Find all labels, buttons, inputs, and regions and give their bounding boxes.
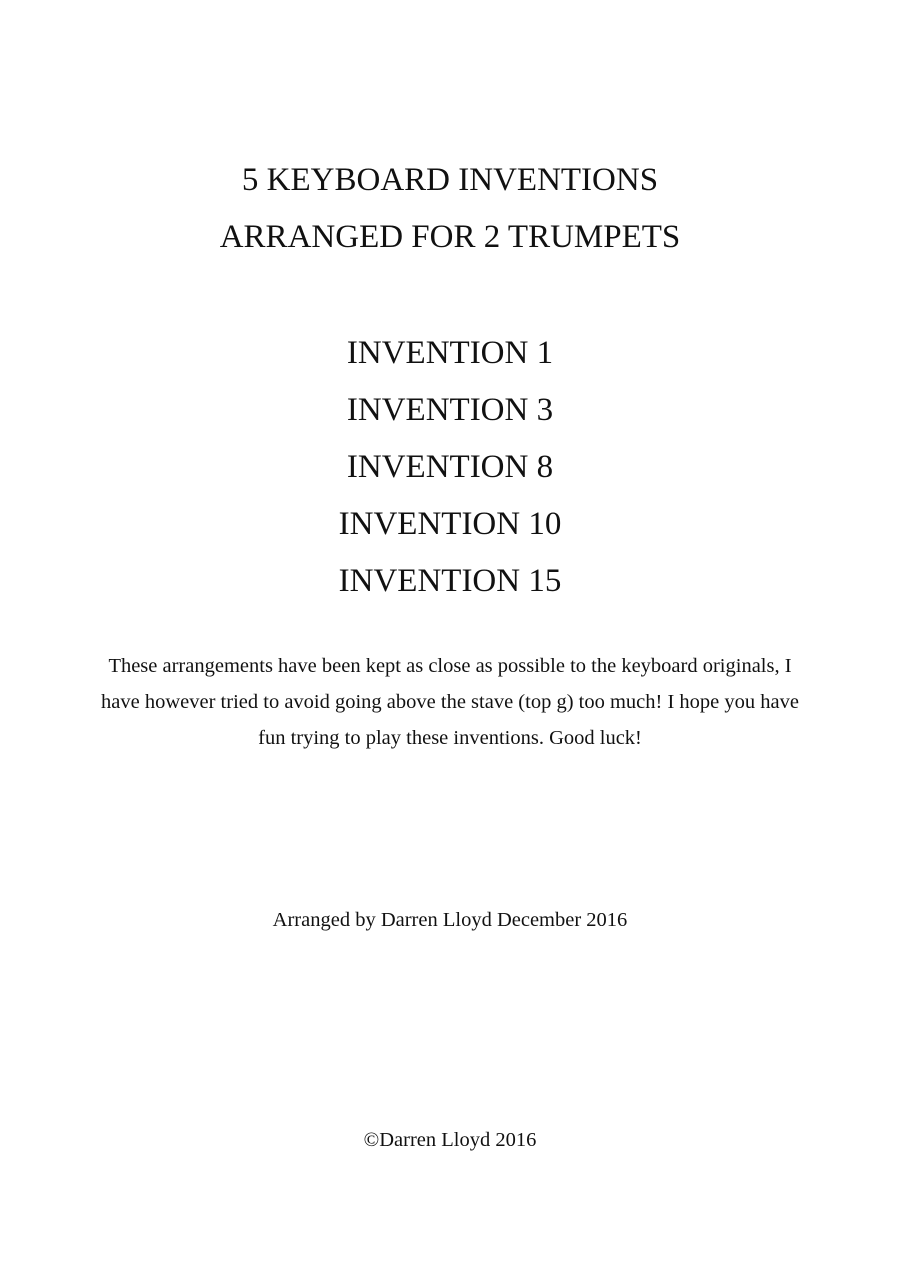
- invention-item: INVENTION 10: [338, 506, 562, 542]
- invention-item: INVENTION 8: [346, 449, 554, 485]
- title-block: [0, 152, 900, 266]
- invention-item: INVENTION 3: [346, 392, 554, 428]
- invention-item: INVENTION 15: [338, 563, 562, 599]
- copyright-notice: ©Darren Lloyd 2016: [363, 1129, 537, 1151]
- arranger-credit: Arranged by Darren Lloyd December 2016: [272, 909, 628, 931]
- title-line-2: ARRANGED FOR 2 TRUMPETS: [219, 219, 681, 255]
- invention-item: INVENTION 1: [346, 335, 554, 371]
- title-line-1: 5 KEYBOARD INVENTIONS: [241, 162, 659, 198]
- description-line-2: have however tried to avoid going above the stave (top g) too much! I hope you have: [101, 691, 799, 713]
- description-line-1: These arrangements have been kept as close as possible to the keyboard originals, I: [108, 655, 792, 677]
- invention-list: [0, 325, 900, 610]
- description-line-3: fun trying to play these inventions. Good luck!: [258, 727, 642, 749]
- description-paragraph: [85, 648, 815, 756]
